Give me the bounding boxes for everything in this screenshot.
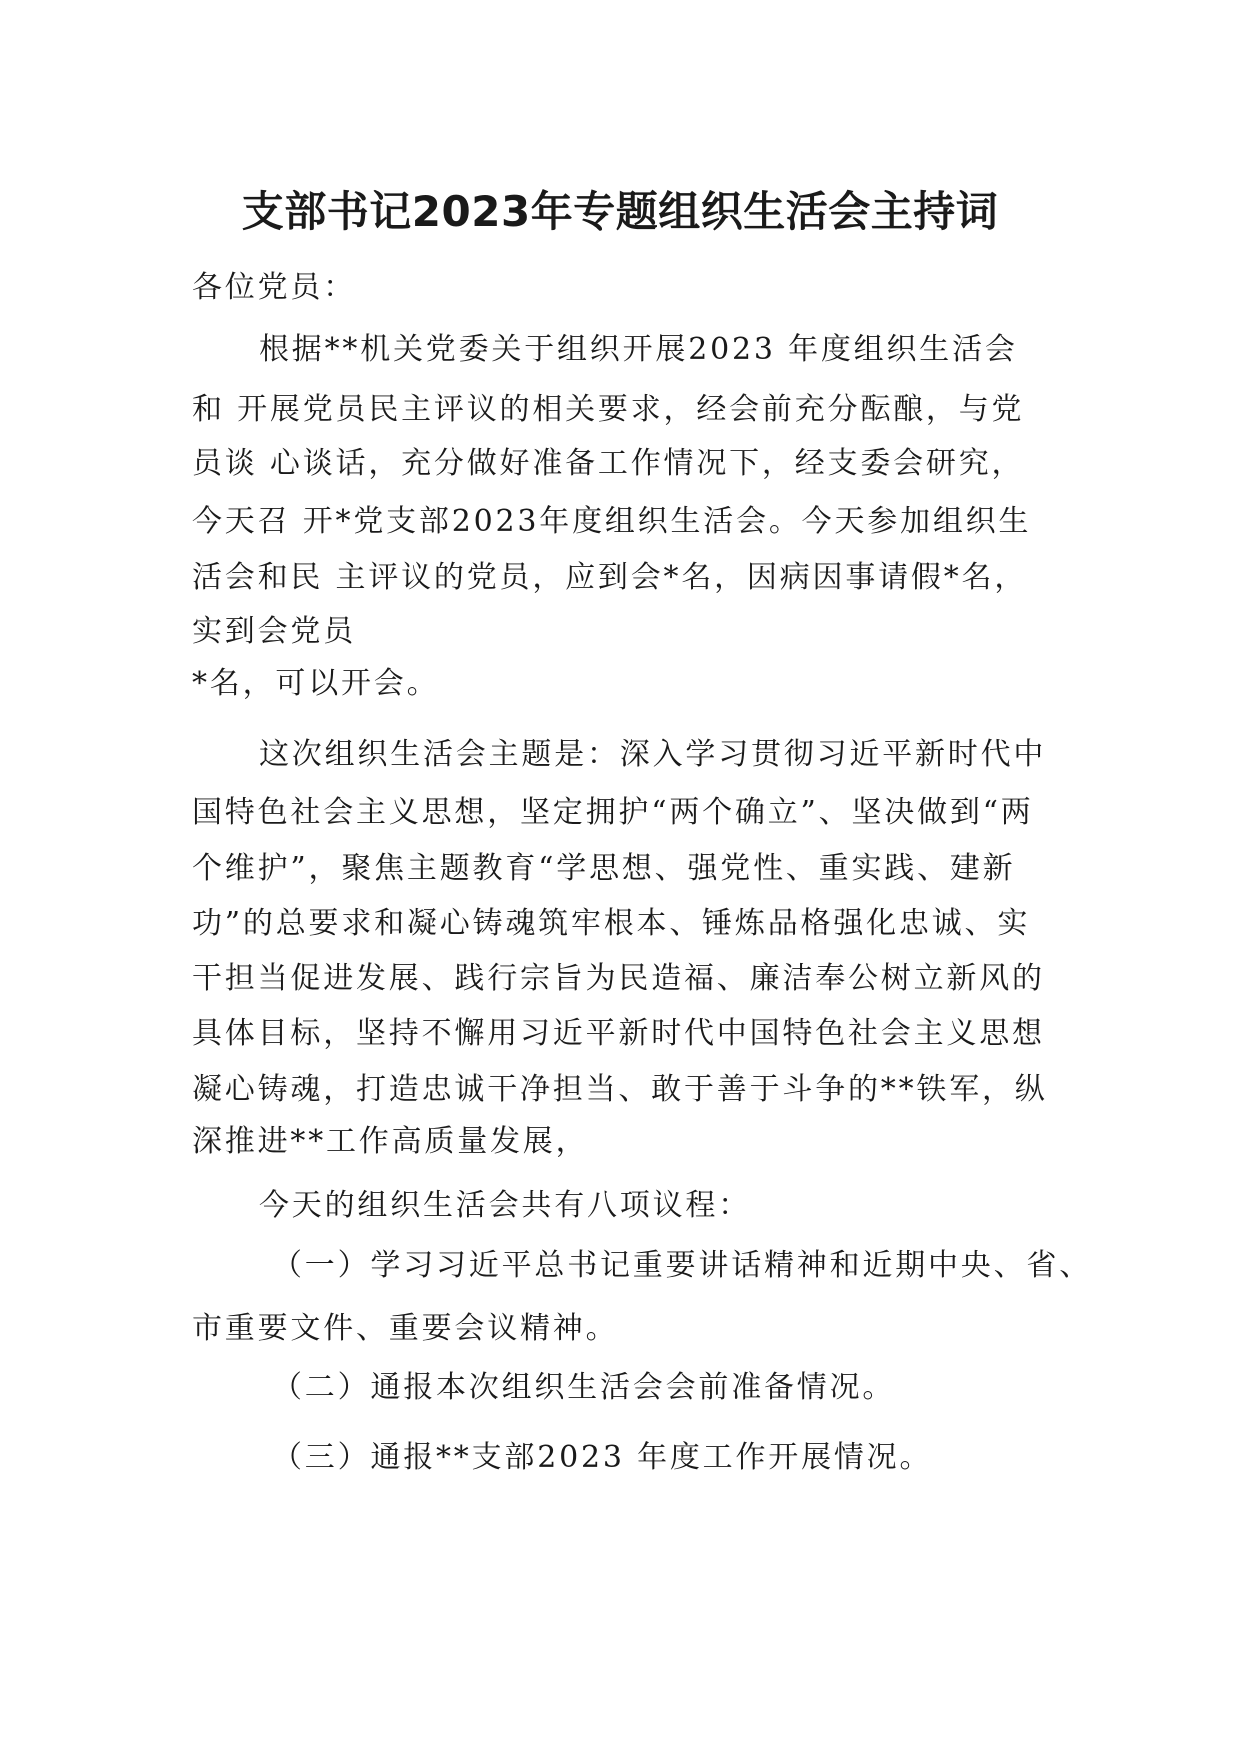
paragraph-line: 这次组织生活会主题是：深入学习贯彻习近平新时代中: [259, 737, 1047, 772]
agenda-item-line: （一）学习习近平总书记重要讲话精神和近期中央、省、: [272, 1248, 1092, 1283]
paragraph-line: *名，可以开会。: [192, 666, 440, 701]
paragraph-line: 和 开展党员民主评议的相关要求，经会前充分酝酿，与党: [192, 392, 1025, 427]
paragraph-line: 员谈 心谈话，充分做好准备工作情况下，经支委会研究，: [192, 446, 1025, 481]
paragraph-line: 凝心铸魂，打造忠诚干净担当、敢于善于斗争的**铁军，纵: [192, 1072, 1048, 1107]
paragraph-line: 干担当促进发展、践行宗旨为民造福、廉洁奉公树立新风的: [192, 961, 1045, 996]
paragraph-line: 根据**机关党委关于组织开展2023 年度组织生活会: [259, 332, 1018, 367]
agenda-item-line: 市重要文件、重要会议精神。: [192, 1311, 619, 1346]
paragraph-line: 具体目标，坚持不懈用习近平新时代中国特色社会主义思想: [192, 1016, 1045, 1051]
agenda-item-line: （三）通报**支部2023 年度工作开展情况。: [272, 1440, 933, 1475]
paragraph-line: 深推进**工作高质量发展，: [192, 1124, 589, 1159]
salutation: 各位党员：: [192, 270, 356, 305]
paragraph-line: 国特色社会主义思想，坚定拥护“两个确立”、坚决做到“两: [192, 795, 1034, 830]
paragraph-line: 功”的总要求和凝心铸魂筑牢根本、锤炼品格强化忠诚、实: [192, 906, 1031, 941]
paragraph-line: 今天召 开*党支部2023年度组织生活会。今天参加组织生: [192, 504, 1032, 539]
document-title: 支部书记2023年专题组织生活会主持词: [241, 187, 999, 236]
paragraph-line: 个维护”，聚焦主题教育“学思想、强党性、重实践、建新: [192, 851, 1016, 886]
paragraph-line: 实到会党员: [192, 614, 356, 649]
paragraph-line: 活会和民 主评议的党员，应到会*名，因病因事请假*名，: [192, 560, 1028, 595]
agenda-intro: 今天的组织生活会共有八项议程：: [259, 1188, 751, 1223]
agenda-item-line: （二）通报本次组织生活会会前准备情况。: [272, 1370, 896, 1405]
